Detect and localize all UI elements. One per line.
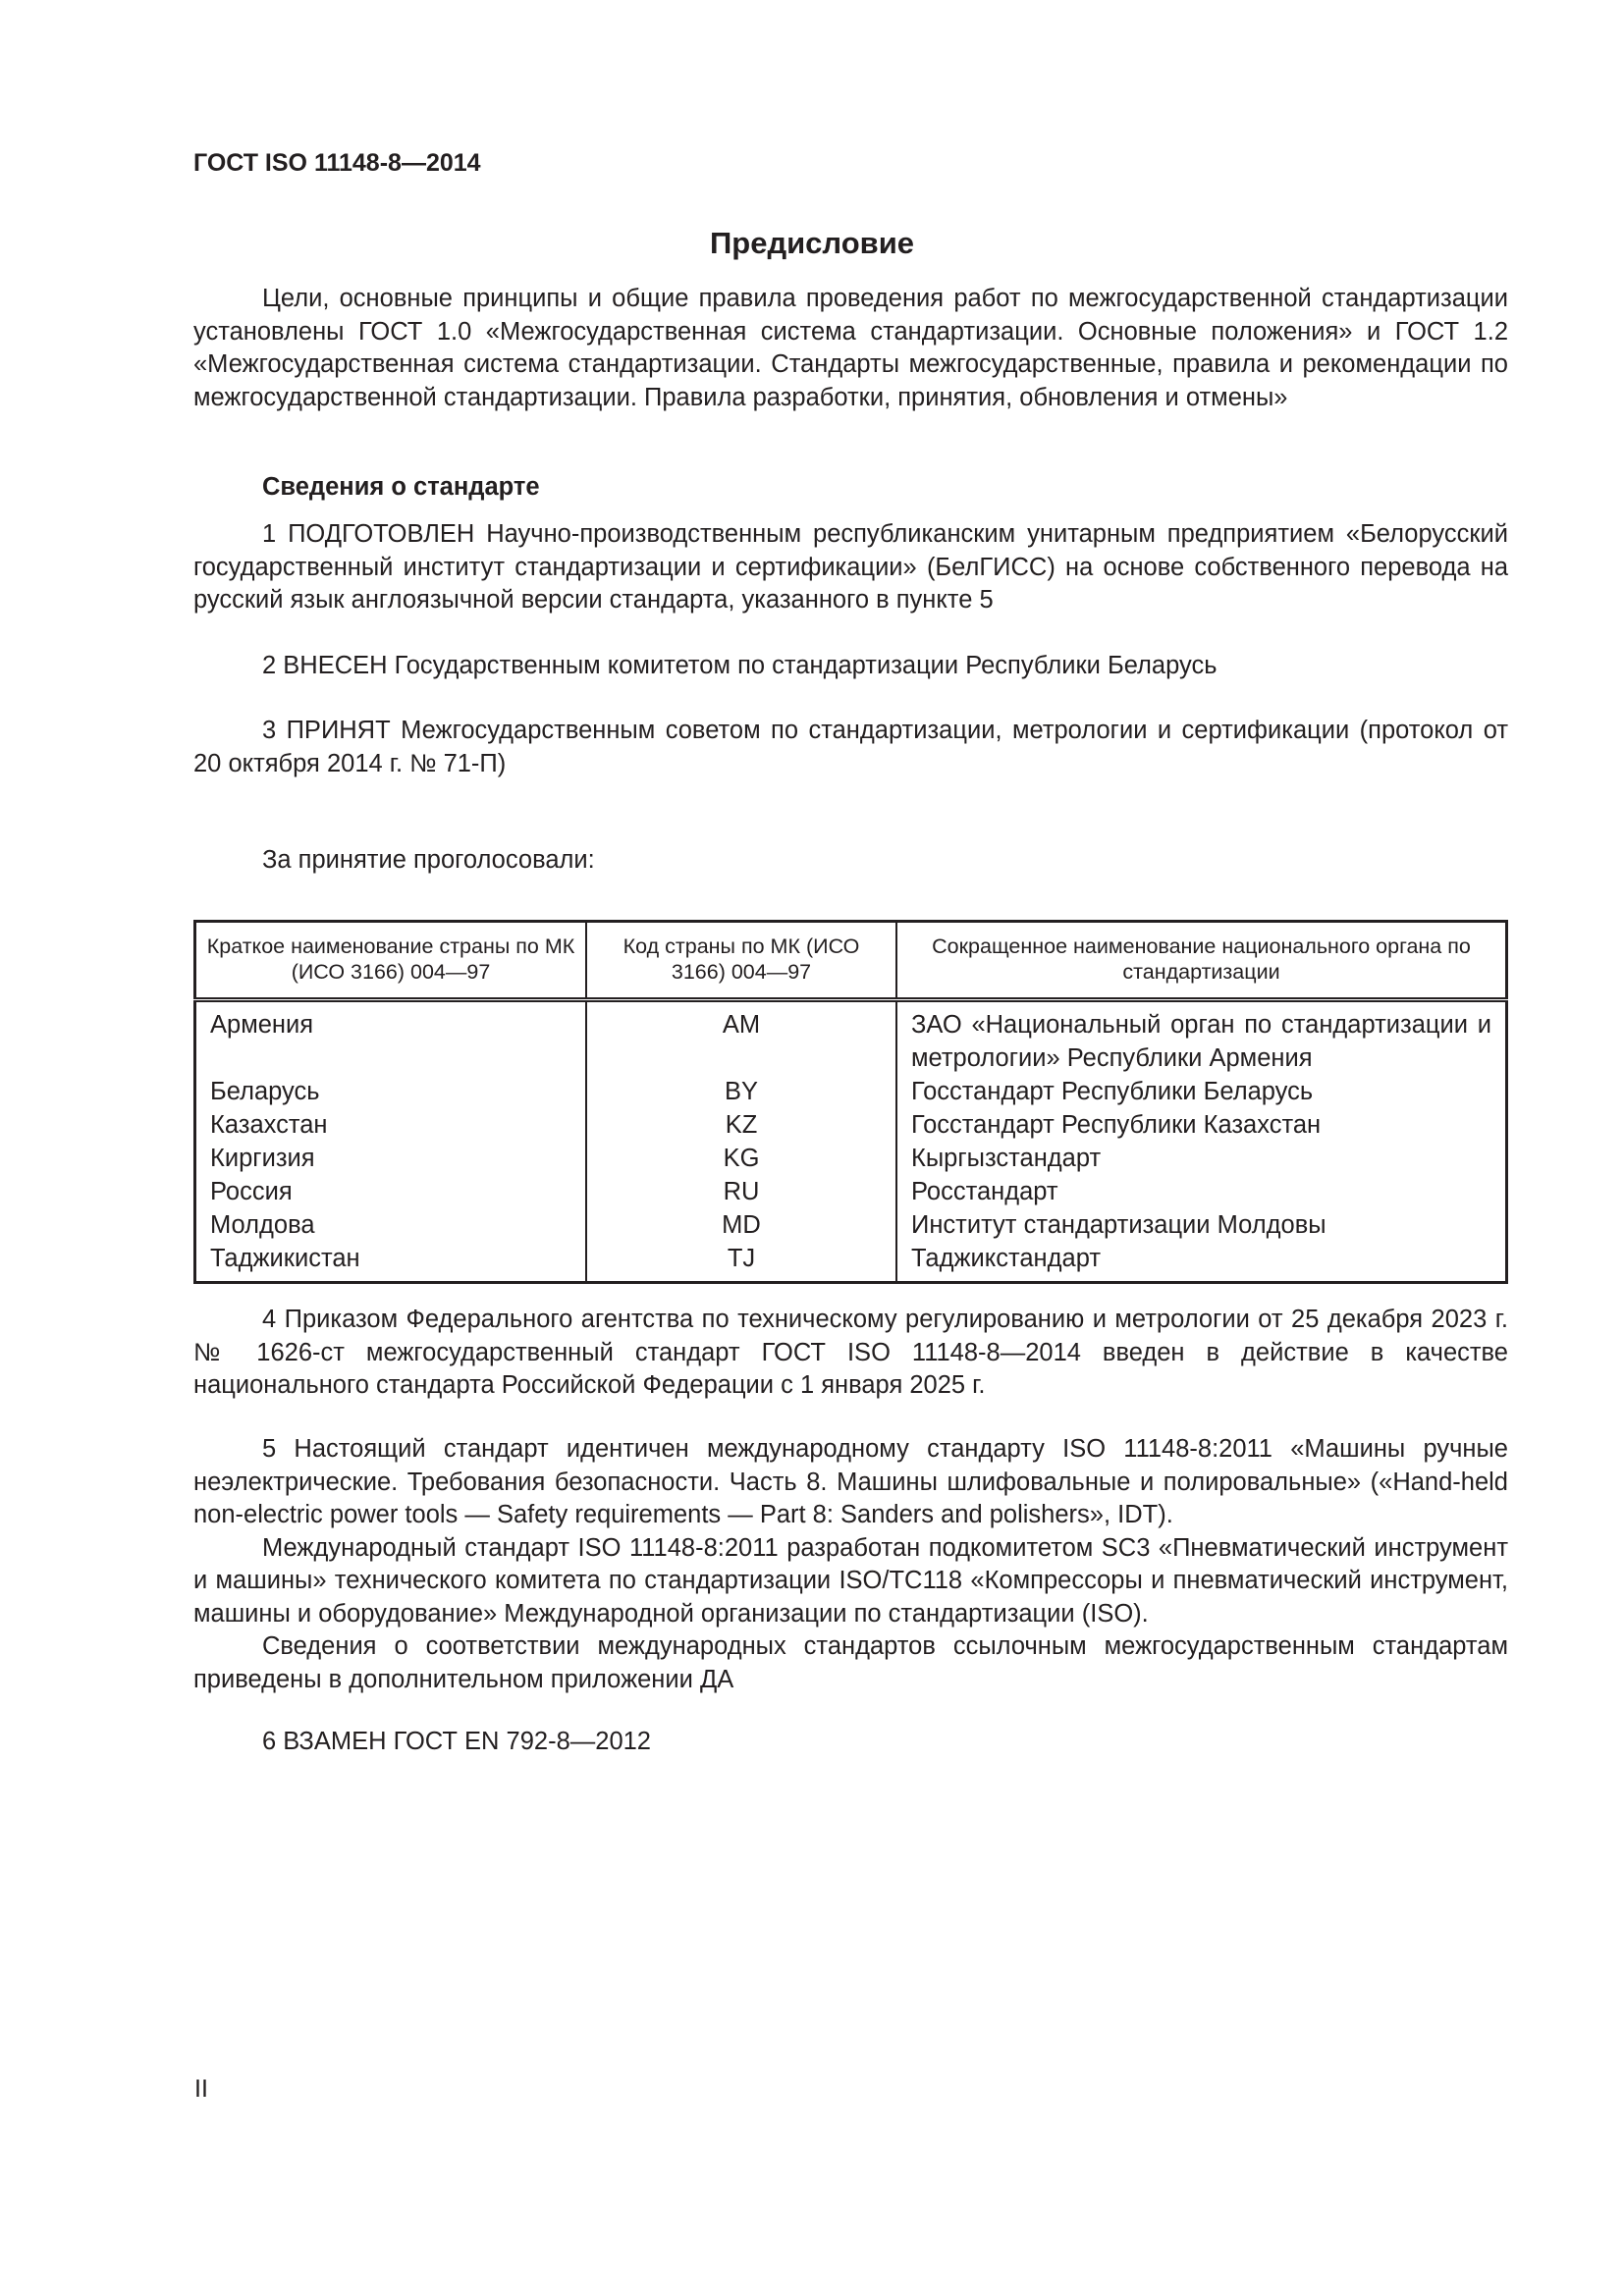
table-row [195, 1242, 1507, 1283]
item-2 [193, 650, 1508, 683]
intro-paragraph [193, 283, 1508, 414]
voting-countries-table [193, 920, 1508, 1284]
table-row [195, 1000, 1507, 1076]
standards-body: Госстандарт Республики Беларусь [911, 1078, 1314, 1105]
section-heading: Сведения о стандарте [262, 473, 540, 501]
table-row [195, 1108, 1507, 1142]
item-1-text: 1 ПОДГОТОВЛЕН Научно-производственным республиканским унитарным предприятием «Белорусский государственный институт стандартизации и сертификации» (БелГИСС) на основе собственного перевода на русский язык англоязычной версии стандарта, указанного в пункте 5 [193, 520, 1508, 614]
country-code: MD [586, 1208, 896, 1242]
item-2-text: 2 ВНЕСЕН Государственным комитетом по стандартизации Республики Беларусь [262, 652, 1218, 679]
item-4-text: 4 Приказом Федерального агентства по техническому регулированию и метрологии от 25 декабря 2023 г. № 1626-ст межгосударственный стандарт ГОСТ ISO 11148-8—2014 введен в действие в качестве национального стандарта Российской Федерации с 1 января 2025 г. [193, 1306, 1508, 1399]
table-row [195, 1142, 1507, 1175]
country-code: BY [586, 1075, 896, 1108]
header-standards-body: Сокращенное наименование национального органа по стандартизации [932, 934, 1471, 984]
country-name: Киргизия [195, 1142, 587, 1175]
standards-body: Институт стандартизации Молдовы [911, 1211, 1326, 1239]
document-code: ГОСТ ISO 11148-8—2014 [193, 149, 481, 177]
intro-text: Цели, основные принципы и общие правила проведения работ по межгосударственной стандартизации установлены ГОСТ 1.0 «Межгосударственная система стандартизации. Основные положения» и ГОСТ 1.2 «Межгосударственная система стандартизации. Стандарты межгосударственные, правила и рекомендации по межгосударственной стандартизации. Правила разработки, принятия, обновления и отмены» [193, 285, 1508, 411]
standards-body: Госстандарт Республики Казахстан [911, 1111, 1322, 1139]
header-country-code: Код страны по МК (ИСО 3166) 004—97 [586, 922, 896, 1000]
country-name: Беларусь [195, 1075, 587, 1108]
table-header-row [195, 922, 1507, 1000]
table-row [195, 1075, 1507, 1108]
item-5-paragraph-2: Международный стандарт ISO 11148-8:2011 разработан подкомитетом SC3 «Пневматический инструмент и машины» технического комитета по стандартизации ISO/TC118 «Компрессоры и пневматический инструмент, машины и оборудование» Международной организации по стандартизации (ISO). [193, 1533, 1508, 1628]
standards-body: ЗАО «Национальный орган по стандартизации и метрологии» Республики Армения [911, 1011, 1491, 1072]
country-code: KZ [586, 1108, 896, 1142]
country-name: Таджикистан [195, 1242, 587, 1283]
country-code: KG [586, 1142, 896, 1175]
country-code: RU [586, 1175, 896, 1208]
country-name: Армения [195, 1000, 587, 1076]
table-row [195, 1208, 1507, 1242]
page-title: Предисловие [709, 226, 914, 260]
item-5 [193, 1433, 1508, 1696]
country-code: TJ [586, 1242, 896, 1283]
item-3 [193, 715, 1508, 780]
table-row [195, 1175, 1507, 1208]
header-country-name: Краткое наименование страны по МК (ИСО 3166) 004—97 [195, 922, 587, 1000]
item-3-text: 3 ПРИНЯТ Межгосударственным советом по стандартизации, метрологии и сертификации (протокол от 20 октября 2014 г. № 71-П) [193, 717, 1508, 777]
standards-body: Таджикстандарт [911, 1245, 1102, 1272]
page-number: II [194, 2075, 208, 2103]
country-name: Молдова [195, 1208, 587, 1242]
item-1 [193, 518, 1508, 617]
standards-body: Росстандарт [911, 1178, 1058, 1205]
item-5-paragraph-3: Сведения о соответствии международных стандартов ссылочным межгосударственным стандартам приведены в дополнительном приложении ДА [193, 1632, 1508, 1693]
item-4 [193, 1304, 1508, 1403]
country-name: Казахстан [195, 1108, 587, 1142]
item-5-paragraph-1: 5 Настоящий стандарт идентичен международному стандарту ISO 11148-8:2011 «Машины ручные неэлектрические. Требования безопасности. Часть 8. Машины шлифовальные и полировальные» («Hand-held non-electric power tools — Safety requirements — Part 8: Sanders and polishers», IDT). [193, 1435, 1508, 1528]
item-6 [193, 1726, 1508, 1759]
votes-label: За принятие проголосовали: [262, 846, 595, 874]
item-6-text: 6 ВЗАМЕН ГОСТ EN 792-8—2012 [262, 1728, 651, 1755]
country-code: AM [586, 1000, 896, 1076]
standards-body: Кыргызстандарт [911, 1145, 1102, 1172]
country-name: Россия [195, 1175, 587, 1208]
